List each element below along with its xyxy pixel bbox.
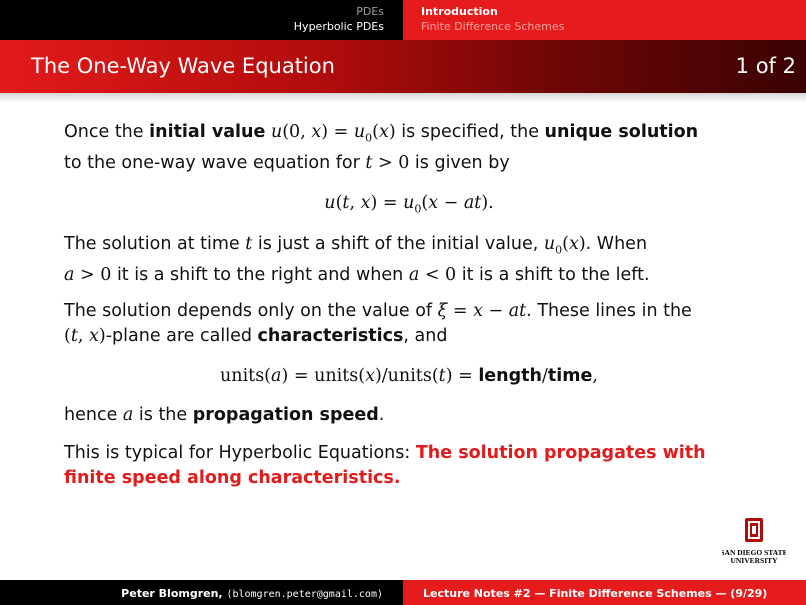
- footer-page-count: — (9/29): [715, 587, 768, 600]
- slide-part-indicator: 1 of 2: [735, 54, 796, 78]
- paragraph-propagation-speed: hence a is the propagation speed.: [64, 404, 385, 425]
- paragraph-initial-value: Once the initial value u(0, $x) = u_0(x)$ is specified, the unique solution to the one-way wave equation for t > 0 is given by: [64, 122, 699, 173]
- equation-units: units(a) = units(x)/units(t) = length/time,: [220, 365, 598, 386]
- nav-section-right: [403, 0, 806, 40]
- paragraph-characteristics: The solution depends only on the value of ξ = x − at. These lines in the (t, x)-plane are called characteristics, and: [64, 300, 692, 346]
- nav-link-finite-difference-schemes[interactable]: Finite Difference Schemes: [421, 20, 565, 33]
- footer: [0, 580, 806, 605]
- nav-section-left: [0, 0, 403, 40]
- slide-title-bar: [0, 40, 806, 93]
- nav-link-hyperbolic-pdes[interactable]: Hyperbolic PDEs: [293, 20, 384, 33]
- sdsu-logo: [722, 518, 786, 568]
- footer-email[interactable]: ⟨blomgren.peter@gmail.com⟩: [226, 589, 383, 600]
- slide-body: [64, 120, 754, 491]
- highlight-conclusion: The solution propagates with finite speed along characteristics.: [64, 442, 706, 488]
- nav-link-pdes[interactable]: PDEs: [356, 5, 384, 18]
- svg-text:SAN DIEGO STATE: SAN DIEGO STATE: [722, 548, 786, 557]
- nav-link-introduction[interactable]: Introduction: [421, 5, 498, 18]
- paragraph-shift: The solution at time t is just a shift of the initial value, $u_0(x)$. When a > 0 it is a shift to the right and when a < 0 it is a shift to the left.: [64, 234, 650, 285]
- title-shadow: [0, 93, 806, 103]
- equation-solution: u(t, $x) = u_0(x - at)$.: [324, 192, 494, 215]
- footer-lecture: Lecture Notes #2 — Finite Difference Schemes — (9/29): [403, 580, 806, 605]
- top-navigation: [0, 0, 806, 40]
- slide-title: The One-Way Wave Equation: [31, 54, 335, 78]
- svg-text:UNIVERSITY: UNIVERSITY: [730, 556, 778, 565]
- footer-author: Peter Blomgren, ⟨blomgren.peter@gmail.com⟩: [0, 580, 403, 605]
- paragraph-hyperbolic: This is typical for Hyperbolic Equations: The solution propagates with finite speed along characteristics.: [64, 442, 706, 488]
- sdsu-shield-icon: [722, 518, 786, 568]
